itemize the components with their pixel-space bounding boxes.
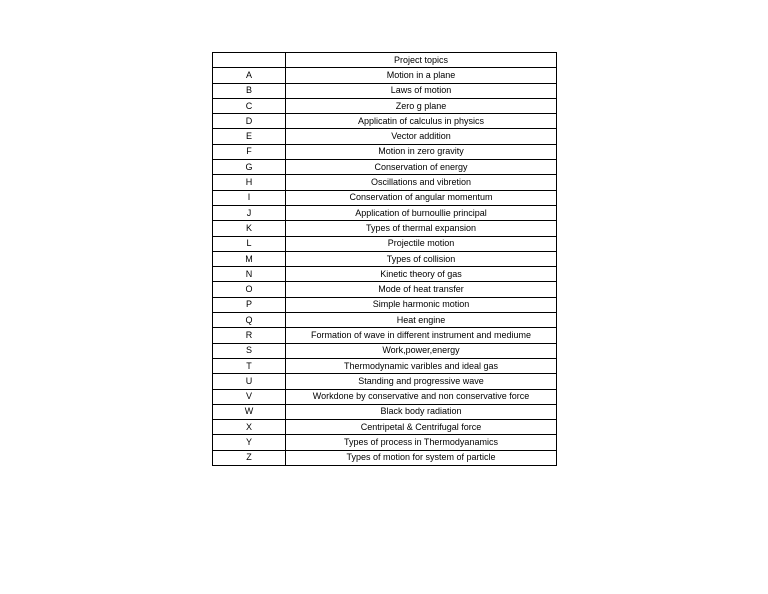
row-topic-cell: Types of process in Thermodyanamics [286, 435, 557, 450]
row-topic-cell: Conservation of angular momentum [286, 190, 557, 205]
row-topic-cell: Conservation of energy [286, 160, 557, 175]
row-letter-cell: H [213, 175, 286, 190]
row-topic-cell: Formation of wave in different instrument and mediume [286, 328, 557, 343]
row-topic-cell: Thermodynamic varibles and ideal gas [286, 358, 557, 373]
row-letter-cell: I [213, 190, 286, 205]
table-row [213, 129, 557, 144]
row-topic-cell: Motion in zero gravity [286, 144, 557, 159]
table-row [213, 404, 557, 419]
row-topic-cell: Heat engine [286, 313, 557, 328]
row-letter-cell: K [213, 221, 286, 236]
row-letter-cell: L [213, 236, 286, 251]
row-letter-cell: D [213, 114, 286, 129]
row-letter-cell: X [213, 420, 286, 435]
row-topic-cell: Standing and progressive wave [286, 374, 557, 389]
table-row [213, 374, 557, 389]
table-header-row [213, 53, 557, 68]
table-row [213, 343, 557, 358]
row-topic-cell: Projectile motion [286, 236, 557, 251]
table-row [213, 282, 557, 297]
row-letter-cell: R [213, 328, 286, 343]
row-topic-cell: Laws of motion [286, 83, 557, 98]
row-topic-cell: Applicatin of calculus in physics [286, 114, 557, 129]
table-row [213, 420, 557, 435]
row-letter-cell: V [213, 389, 286, 404]
row-letter-cell: C [213, 98, 286, 113]
row-letter-cell: W [213, 404, 286, 419]
table-row [213, 83, 557, 98]
row-topic-cell: Black body radiation [286, 404, 557, 419]
row-letter-cell: S [213, 343, 286, 358]
row-letter-cell: Q [213, 313, 286, 328]
row-topic-cell: Types of thermal expansion [286, 221, 557, 236]
table-row [213, 98, 557, 113]
project-topics-table [212, 52, 557, 466]
project-topics-sheet [212, 52, 556, 466]
table-row [213, 160, 557, 175]
row-topic-cell: Types of motion for system of particle [286, 450, 557, 465]
row-letter-cell: M [213, 251, 286, 266]
row-letter-cell: A [213, 68, 286, 83]
row-topic-cell: Types of collision [286, 251, 557, 266]
row-topic-cell: Centripetal & Centrifugal force [286, 420, 557, 435]
table-row [213, 435, 557, 450]
row-topic-cell: Work,power,energy [286, 343, 557, 358]
row-topic-cell: Oscillations and vibretion [286, 175, 557, 190]
row-topic-cell: Workdone by conservative and non conservative force [286, 389, 557, 404]
table-row [213, 267, 557, 282]
letter-column-header [213, 53, 286, 68]
row-topic-cell: Application of burnoullie principal [286, 205, 557, 220]
row-topic-cell: Zero g plane [286, 98, 557, 113]
row-letter-cell: B [213, 83, 286, 98]
table-row [213, 114, 557, 129]
row-letter-cell: O [213, 282, 286, 297]
table-row [213, 313, 557, 328]
row-letter-cell: T [213, 358, 286, 373]
row-letter-cell: G [213, 160, 286, 175]
table-row [213, 68, 557, 83]
row-letter-cell: F [213, 144, 286, 159]
row-letter-cell: J [213, 205, 286, 220]
row-letter-cell: E [213, 129, 286, 144]
topic-column-header: Project topics [286, 53, 557, 68]
table-row [213, 236, 557, 251]
row-topic-cell: Motion in a plane [286, 68, 557, 83]
row-letter-cell: U [213, 374, 286, 389]
table-row [213, 328, 557, 343]
row-topic-cell: Vector addition [286, 129, 557, 144]
table-row [213, 221, 557, 236]
row-letter-cell: Z [213, 450, 286, 465]
table-row [213, 358, 557, 373]
table-row [213, 251, 557, 266]
table-row [213, 450, 557, 465]
table-body [213, 68, 557, 466]
table-row [213, 190, 557, 205]
row-topic-cell: Kinetic theory of gas [286, 267, 557, 282]
table-row [213, 144, 557, 159]
table-row [213, 389, 557, 404]
row-letter-cell: Y [213, 435, 286, 450]
table-row [213, 205, 557, 220]
table-row [213, 175, 557, 190]
row-topic-cell: Mode of heat transfer [286, 282, 557, 297]
table-row [213, 297, 557, 312]
row-letter-cell: N [213, 267, 286, 282]
row-letter-cell: P [213, 297, 286, 312]
row-topic-cell: Simple harmonic motion [286, 297, 557, 312]
